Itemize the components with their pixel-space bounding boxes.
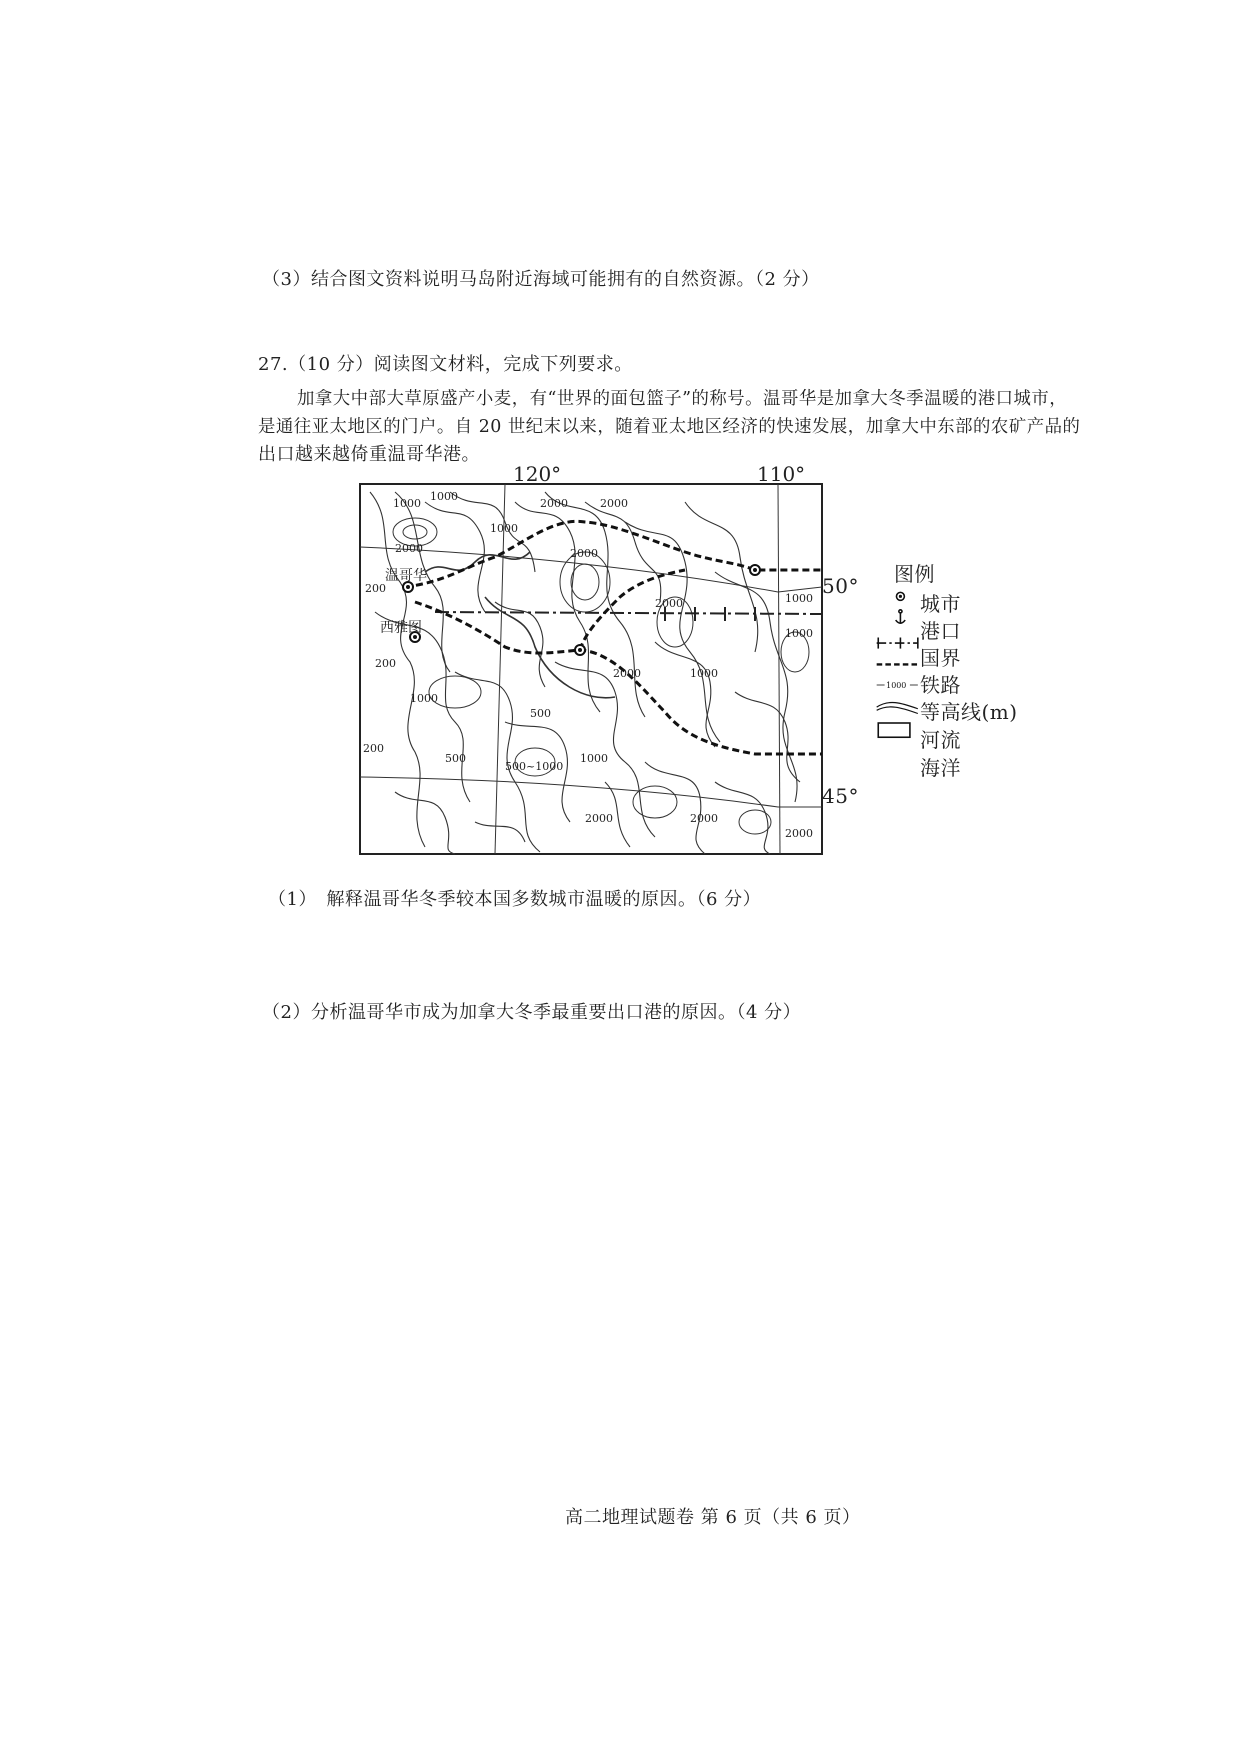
legend-item-ocean: 海洋 xyxy=(920,756,961,780)
contour-label: 1000 xyxy=(410,692,438,705)
contour-label: 200 xyxy=(375,657,396,670)
question-27-sub-1: （1） 解释温哥华冬季较本国多数城市温暖的原因。（6 分） xyxy=(268,889,762,910)
contour-label: 2000 xyxy=(570,547,598,560)
question-27-para-line-1: 加拿大中部大草原盛产小麦，有“世界的面包篮子”的称号。温哥华是加拿大冬季温暖的港口城市， xyxy=(297,389,1068,409)
question-27-sub-2: （2）分析温哥华市成为加拿大冬季最重要出口港的原因。（4 分） xyxy=(262,1002,802,1023)
contour-label: 2000 xyxy=(395,542,423,555)
contour-label: 2000 xyxy=(613,667,641,680)
contour-label: 1000 xyxy=(490,522,518,535)
contour-label: 500~1000 xyxy=(505,760,564,773)
lon-label-120: 120° xyxy=(513,462,562,486)
contour-label: 1000 xyxy=(690,667,718,680)
question-27-para-line-2: 是通往亚太地区的门户。自 20 世纪末以来，随着亚太地区经济的快速发展，加拿大中东部的农矿产品的 xyxy=(258,417,1081,437)
contour-label: 2000 xyxy=(690,812,718,825)
legend-item-port: 港口 xyxy=(920,619,961,643)
contour-label: 2000 xyxy=(540,497,568,510)
river-symbol-icon xyxy=(877,702,918,713)
contour-label: 2000 xyxy=(655,597,683,610)
legend-item-border: 国界 xyxy=(920,646,961,670)
lat-label-45: 45° xyxy=(822,784,859,808)
svg-text:1000: 1000 xyxy=(886,681,907,691)
topographic-map xyxy=(355,462,837,857)
legend-item-contour: 等高线(m) xyxy=(920,700,1018,724)
contour-label: 2000 xyxy=(785,827,813,840)
question-27-header: 27.（10 分）阅读图文材料，完成下列要求。 xyxy=(258,354,633,375)
contour-label: 2000 xyxy=(600,497,628,510)
contour-label: 500 xyxy=(445,752,466,765)
contour-label: 1000 xyxy=(785,627,813,640)
place-label-vancouver: 温哥华 xyxy=(385,568,427,584)
contour-label: 1000 xyxy=(580,752,608,765)
lat-label-50: 50° xyxy=(822,574,859,598)
border-symbol-icon xyxy=(877,638,918,649)
legend-item-river: 河流 xyxy=(920,728,961,752)
contour-label: 1000 xyxy=(430,490,458,503)
page-footer: 高二地理试题卷 第 6 页（共 6 页） xyxy=(565,1507,861,1528)
legend-item-railway: 铁路 xyxy=(920,673,961,697)
contour-symbol-icon xyxy=(877,681,918,690)
contour-label: 500 xyxy=(530,707,551,720)
question-3: （3）结合图文资料说明马岛附近海域可能拥有的自然资源。（2 分） xyxy=(262,269,820,290)
contour-label: 1000 xyxy=(785,592,813,605)
contour-label: 2000 xyxy=(585,812,613,825)
contour-label: 200 xyxy=(363,742,384,755)
contour-label: 200 xyxy=(365,582,386,595)
lon-label-110: 110° xyxy=(757,462,806,486)
contour-label: 1000 xyxy=(393,497,421,510)
legend-title: 图例 xyxy=(894,562,935,586)
port-anchor-icon xyxy=(896,610,906,623)
ocean-symbol-icon xyxy=(878,723,910,737)
question-27-para-line-3: 出口越来越倚重温哥华港。 xyxy=(258,444,480,465)
city-symbol-icon xyxy=(896,592,904,600)
legend-item-city: 城市 xyxy=(920,592,961,616)
place-label-seattle: 西雅图 xyxy=(380,620,422,636)
